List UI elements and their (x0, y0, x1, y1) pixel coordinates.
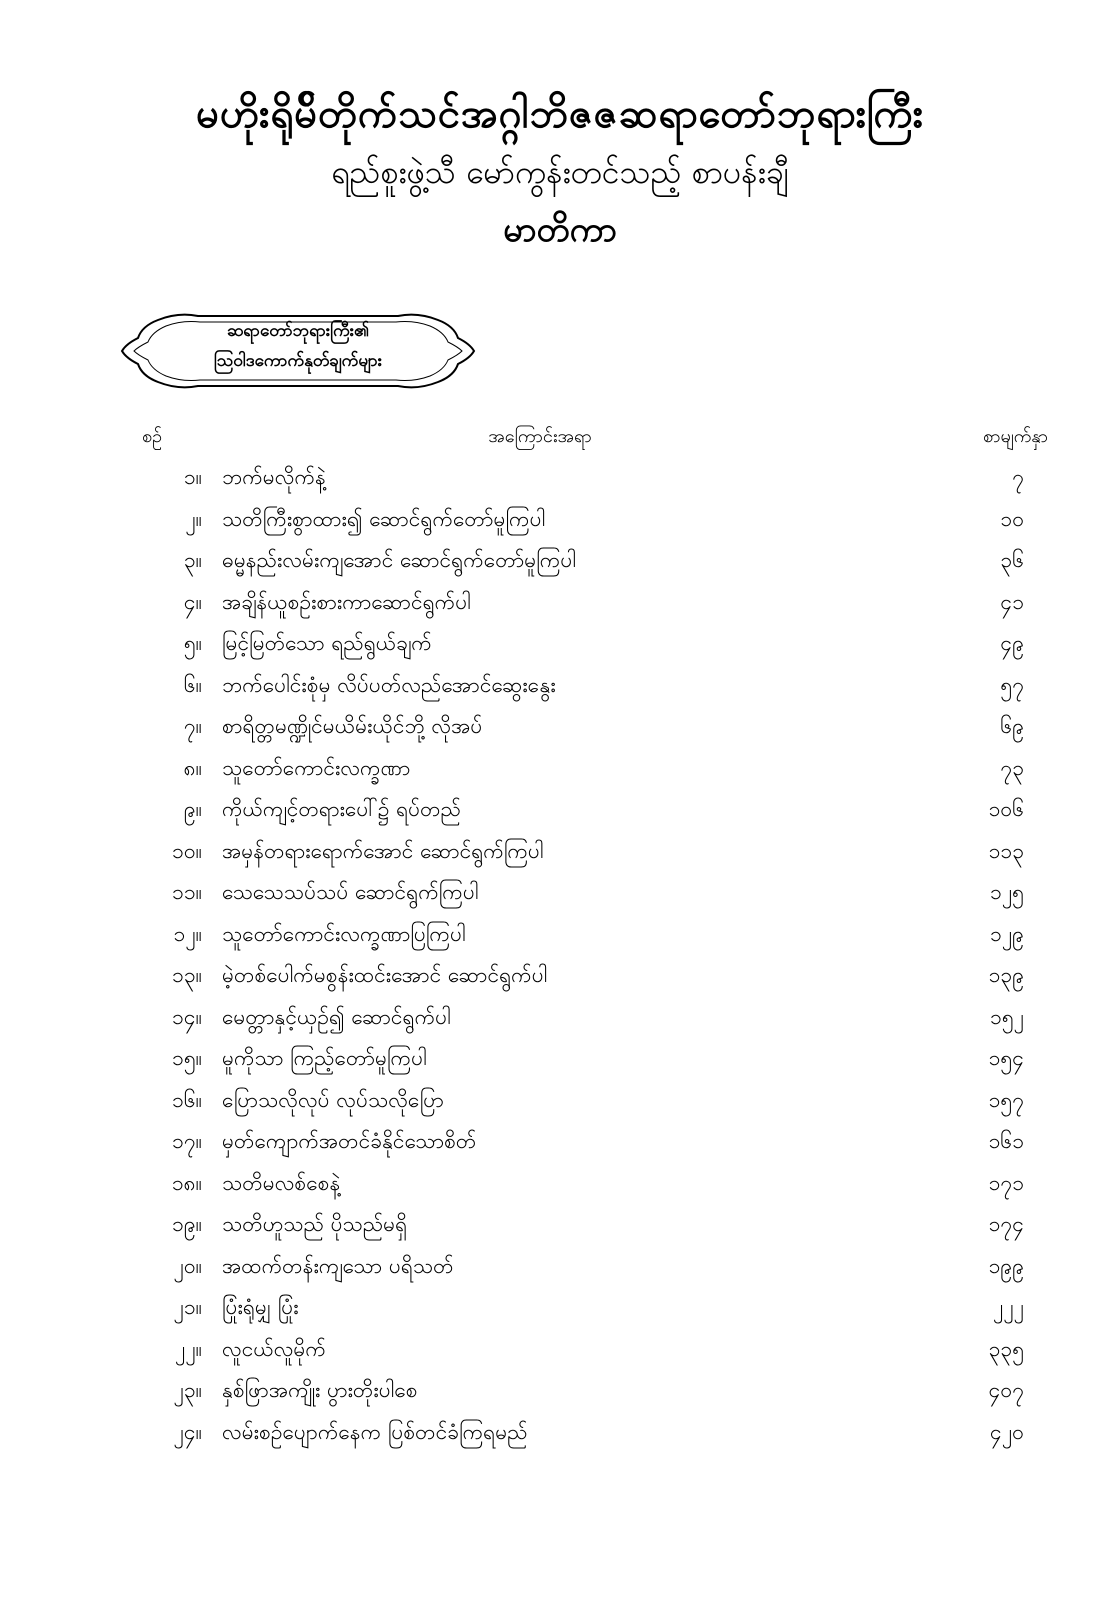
toc-topic: မဲ့တစ်ပေါက်မစွန်းထင်းအောင် ဆောင်ရွက်ပါ (222, 963, 548, 987)
toc-row (0, 790, 1120, 832)
toc-row (0, 707, 1120, 749)
main-title: မဟိုးရိုမ်ိတိုက်သင်အဂ္ဂါဘိဇဇဆရာတော်ဘုရားကြီး (196, 91, 924, 137)
toc-page: ၄၂၀ (990, 1419, 1024, 1444)
toc-list (0, 458, 1120, 1454)
toc-page: ၃၆ (1000, 548, 1024, 572)
toc-topic: ပြုံးရုံမျှ ပြုံး (222, 1295, 299, 1319)
toc-number: ၁၈။ (171, 1170, 202, 1195)
toc-page: ၇ (1012, 465, 1024, 489)
toc-header (0, 420, 1120, 452)
toc-number: ၁၀။ (172, 838, 202, 863)
toc-page: ၄၀၇ (988, 1378, 1024, 1402)
toc-row (0, 624, 1120, 666)
toc-number: ၁၇။ (172, 1129, 202, 1153)
document-title-block (0, 84, 1120, 260)
banner-line-2: ဩဝါဒကောက်နုတ်ချက်များ (213, 351, 383, 371)
toc-row (0, 1122, 1120, 1164)
toc-topic: သေသေသပ်သပ် ဆောင်ရွက်ကြပါ (222, 880, 479, 904)
toc-row (0, 583, 1120, 625)
toc-page: ၁၅၄ (988, 1046, 1024, 1070)
toc-row (0, 749, 1120, 791)
toc-number: ၁၆။ (172, 1087, 202, 1112)
toc-number: ၁၃။ (172, 963, 202, 987)
toc-topic: ဓမ္မနည်းလမ်းကျအောင် ဆောင်ရွက်တော်မူကြပါ (222, 548, 576, 572)
toc-number: ၂၂။ (175, 1336, 202, 1361)
toc-page: ၅၇ (1000, 672, 1024, 697)
toc-topic: မြင့်မြတ်သော ရည်ရွယ်ချက် (222, 631, 432, 655)
toc-row (0, 1247, 1120, 1289)
toc-row (0, 666, 1120, 708)
toc-topic: ပြောသလိုလုပ် လုပ်သလိုပြော (222, 1087, 444, 1112)
toc-row (0, 1371, 1120, 1413)
toc-number: ၁၂။ (173, 921, 202, 946)
toc-row (0, 832, 1120, 874)
toc-topic: သတိမလစ်စေနဲ့ (222, 1170, 341, 1195)
section-banner (118, 310, 478, 392)
toc-page: ၁၉၉ (988, 1253, 1024, 1278)
banner-line-1: ဆရာတော်ဘုရားကြီး၏ (226, 321, 370, 341)
toc-row (0, 1288, 1120, 1330)
toc-row (0, 998, 1120, 1040)
toc-topic: စာရိတ္တမဏ္ဍိုင်မယိမ်းယိုင်ဘို့ လိုအပ် (222, 714, 483, 738)
toc-number: ၈။ (183, 755, 202, 780)
toc-number: ၇။ (183, 714, 202, 738)
subtitle: ရည်စူးဖွဲ့သီ မော်ကွန်းတင်သည့် စာပန်းချီ (331, 153, 789, 191)
toc-page: ၂၂၂ (993, 1295, 1024, 1319)
toc-page: ၁၅၂ (990, 1004, 1024, 1029)
toc-page: ၄၉ (1000, 631, 1024, 655)
header-topic: အကြောင်းအရာ (488, 426, 592, 447)
toc-number: ၉။ (183, 797, 202, 821)
toc-topic: သူတော်ကောင်းလက္ခဏာပြကြပါ (222, 921, 466, 946)
toc-topic: သူတော်ကောင်းလက္ခဏာ (222, 755, 411, 780)
toc-row (0, 873, 1120, 915)
toc-number: ၄။ (183, 589, 202, 614)
toc-topic: လမ်းစဉ်ပျောက်နေက ပြစ်တင်ခံကြရမည် (222, 1419, 528, 1444)
header-page: စာမျက်နှာ (983, 426, 1048, 447)
banner-text (118, 316, 478, 376)
contents-heading: မာတိကာ (503, 210, 617, 250)
toc-row (0, 1039, 1120, 1081)
toc-row (0, 458, 1120, 500)
toc-page: ၁၂၅ (990, 880, 1024, 904)
toc-number: ၁။ (183, 465, 202, 489)
toc-row (0, 541, 1120, 583)
toc-page: ၁၀၆ (988, 797, 1024, 821)
toc-number: ၁၁။ (172, 880, 202, 904)
toc-topic: နှစ်ဖြာအကျိုး ပွားတိုးပါစေ (222, 1378, 418, 1402)
toc-page: ၁၆၁ (988, 1129, 1024, 1153)
toc-number: ၁၉။ (172, 1212, 202, 1236)
toc-page: ၁၅၇ (988, 1087, 1024, 1112)
toc-page: ၁၇၄ (988, 1212, 1024, 1236)
toc-topic: ကိုယ်ကျင့်တရားပေါ်၌ ရပ်တည် (222, 797, 461, 821)
toc-row (0, 915, 1120, 957)
toc-number: ၆။ (183, 672, 202, 697)
toc-row (0, 1205, 1120, 1247)
toc-number: ၂၄။ (173, 1419, 202, 1444)
toc-page: ၁၁၃ (988, 838, 1024, 863)
toc-row (0, 1164, 1120, 1206)
toc-number: ၂၁။ (173, 1295, 202, 1319)
toc-page: ၁၀ (1000, 506, 1024, 531)
toc-row (0, 1413, 1120, 1455)
toc-row (0, 500, 1120, 542)
toc-page: ၆၉ (1000, 714, 1024, 738)
toc-row (0, 1081, 1120, 1123)
toc-topic: ဘက်ပေါင်းစုံမှ လိပ်ပတ်လည်အောင်ဆွေးနွေး (222, 672, 556, 697)
toc-topic: လူငယ်လူမိုက် (222, 1336, 326, 1361)
toc-topic: သတိကြီးစွာထား၍ ဆောင်ရွက်တော်မူကြပါ (222, 506, 546, 531)
toc-topic: မှတ်ကျောက်အတင်ခံနိုင်သောစိတ် (222, 1129, 477, 1153)
toc-page: ၁၂၉ (990, 921, 1024, 946)
toc-row (0, 956, 1120, 998)
toc-topic: အချိန်ယူစဉ်းစားကာဆောင်ရွက်ပါ (222, 589, 471, 614)
toc-topic: ဘက်မလိုက်နဲ့ (222, 465, 326, 489)
toc-topic: အထက်တန်းကျသော ပရိသတ် (222, 1253, 454, 1278)
header-number: စဉ် (142, 426, 163, 447)
toc-topic: မေတ္တာနှင့်ယှဉ်၍ ဆောင်ရွက်ပါ (222, 1004, 451, 1029)
toc-topic: အမှန်တရားရောက်အောင် ဆောင်ရွက်ကြပါ (222, 838, 544, 863)
toc-number: ၂၀။ (173, 1253, 202, 1278)
toc-number: ၁၄။ (172, 1004, 202, 1029)
toc-number: ၃။ (183, 548, 202, 572)
toc-page: ၁၇၁ (988, 1170, 1024, 1195)
toc-number: ၁၅။ (172, 1046, 202, 1070)
toc-number: ၅။ (183, 631, 202, 655)
toc-row (0, 1330, 1120, 1372)
toc-page: ၄၁ (1000, 589, 1024, 614)
toc-topic: သတိဟူသည် ပိုသည်မရှိ (222, 1212, 408, 1236)
toc-page: ၁၃၉ (988, 963, 1024, 987)
toc-number: ၂။ (185, 506, 202, 531)
toc-page: ၇၃ (1000, 755, 1024, 780)
toc-number: ၂၃။ (173, 1378, 202, 1402)
toc-page: ၃၃၅ (988, 1336, 1024, 1361)
toc-topic: မူကိုသာ ကြည့်တော်မူကြပါ (222, 1046, 427, 1070)
